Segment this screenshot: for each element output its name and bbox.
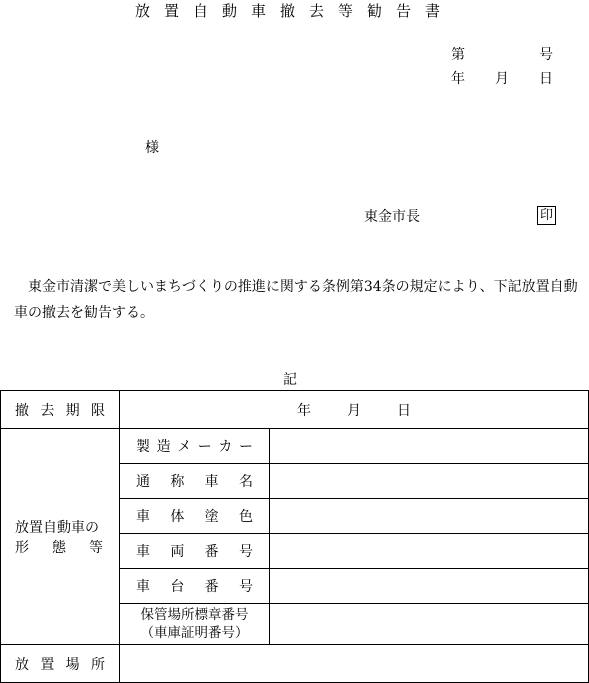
- number-prefix: 第: [451, 47, 465, 63]
- car-name-label: 通 称 車 名: [136, 474, 253, 490]
- plate-number-label: 車 両 番 号: [136, 544, 253, 560]
- form-label-line2: 形 態 等: [15, 539, 103, 556]
- place-row: [1, 645, 589, 683]
- place-label: 放 置 場 所: [15, 656, 105, 673]
- body-color-label: 車 体 塗 色: [136, 509, 253, 525]
- maker-row: [1, 429, 589, 464]
- ki-heading: 記: [283, 372, 297, 388]
- body-color-value-cell[interactable]: [270, 499, 589, 534]
- addressee-suffix: 様: [145, 140, 159, 156]
- maker-label-cell: [120, 429, 270, 464]
- maker-value-cell[interactable]: [270, 429, 589, 464]
- place-value-cell[interactable]: [120, 645, 589, 683]
- deadline-row: [1, 391, 589, 429]
- plate-number-value-cell[interactable]: [270, 534, 589, 569]
- details-table: [0, 390, 589, 683]
- form-label-line1: 放置自動車の: [15, 519, 99, 536]
- number-suffix: 号: [539, 47, 553, 63]
- deadline-value-cell[interactable]: [120, 391, 589, 429]
- seal-mark: 印: [537, 206, 556, 225]
- body-color-label-cell: [120, 499, 270, 534]
- chassis-number-label: 車 台 番 号: [136, 579, 253, 595]
- chassis-number-value-cell[interactable]: [270, 569, 589, 604]
- deadline-date: 年 月 日: [297, 402, 411, 419]
- date-month: 月: [495, 71, 509, 87]
- deadline-label-cell: [1, 391, 120, 429]
- maker-label: 製 造 メ ー カ ー: [136, 439, 253, 455]
- car-name-label-cell: [120, 464, 270, 499]
- storage-number-label-line2: （車庫証明番号）: [140, 625, 249, 641]
- sender-name: 東金市長: [364, 209, 420, 225]
- car-name-value-cell[interactable]: [270, 464, 589, 499]
- chassis-number-label-cell: [120, 569, 270, 604]
- storage-number-label-line1: 保管場所標章番号: [140, 607, 249, 623]
- place-label-cell: [1, 645, 120, 683]
- date-year: 年: [451, 71, 465, 87]
- body-paragraph: 東金市清潔で美しいまちづくりの推進に関する条例第34条の規定により、下記放置自動車の撤去を勧告する。: [14, 279, 578, 321]
- storage-number-label-cell: [120, 604, 270, 645]
- storage-number-value-cell[interactable]: [270, 604, 589, 645]
- date-day: 日: [539, 71, 553, 87]
- plate-number-label-cell: [120, 534, 270, 569]
- document-title: 放置自動車撤去等勧告書: [134, 2, 454, 20]
- deadline-label: 撤 去 期 限: [15, 402, 105, 419]
- form-label-cell: [1, 429, 120, 645]
